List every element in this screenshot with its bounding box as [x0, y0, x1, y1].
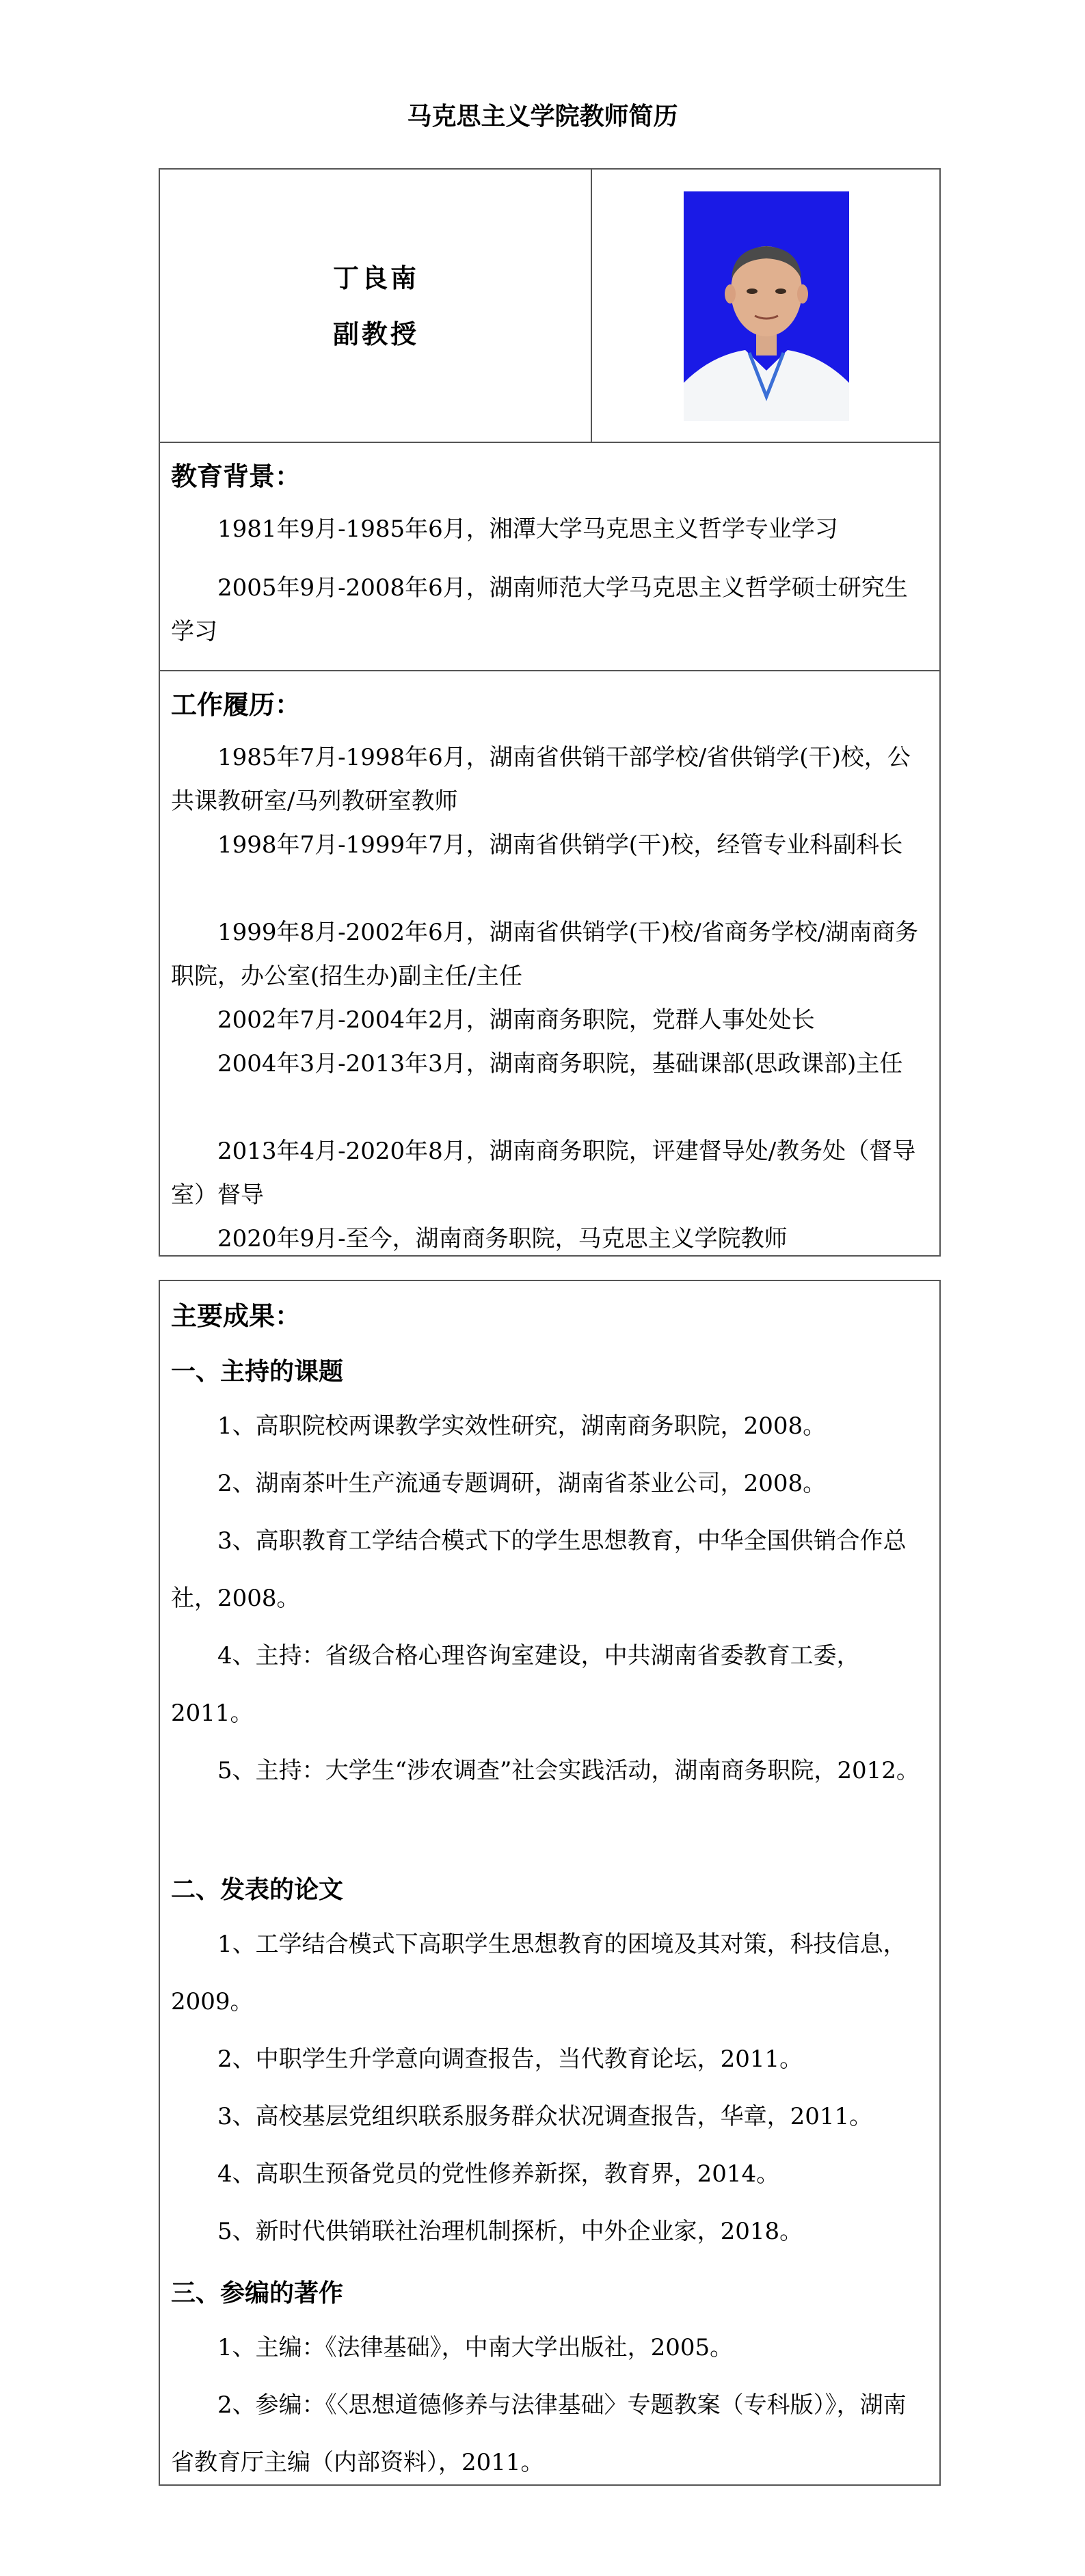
education-item: 1981年9月-1985年6月，湘潭大学马克思主义哲学专业学习: [217, 515, 838, 543]
work-heading: 工作履历：: [171, 690, 302, 720]
achievements-table: [159, 1280, 941, 2486]
paper-item: 2、中职学生升学意向调查报告，当代教育论坛，2011。: [217, 2045, 803, 2073]
project-item: 5、主持：大学生“涉农调查”社会实践活动，湖南商务职院，2012。: [217, 1757, 920, 1784]
teacher-name: 丁良南: [332, 263, 419, 293]
project-item: 4、主持：省级合格心理咨询室建设，中共湖南省委教育工委，2011。: [171, 1642, 860, 1727]
profile-table: [159, 168, 941, 1257]
project-item: 3、高职教育工学结合模式下的学生思想教育，中华全国供销合作总社，2008。: [171, 1527, 907, 1612]
work-item: 2020年9月-至今，湖南商务职院，马克思主义学院教师: [217, 1225, 788, 1252]
project-item: 2、湖南茶叶生产流通专题调研，湖南省茶业公司，2008。: [217, 1470, 827, 1497]
portrait-figure-icon: [684, 191, 849, 421]
book-item: 1、主编：《法律基础》，中南大学出版社，2005。: [217, 2334, 734, 2361]
work-item: 1999年8月-2002年6月，湖南省供销学(干)校/省商务学校/湖南商务职院，办公室(招生办)副主任/主任: [171, 919, 919, 990]
page-title: 马克思主义学院教师简历: [407, 103, 678, 131]
work-item: 1985年7月-1998年6月，湖南省供销干部学校/省供销学(干)校，公共课教研室/马列教研室教师: [171, 744, 911, 815]
teacher-rank: 副教授: [332, 319, 419, 349]
work-item: 2013年4月-2020年8月，湖南商务职院，评建督导处/教务处（督导室）督导: [171, 1138, 916, 1209]
work-item: 2002年7月-2004年2月，湖南商务职院，党群人事处处长: [217, 1006, 815, 1034]
name-cell: [160, 170, 592, 442]
book-item: 2、参编：《〈思想道德修养与法律基础〉专题教案（专科版）》，湖南省教育厅主编（内部资料），2011。: [171, 2391, 907, 2476]
education-heading: 教育背景：: [171, 461, 302, 492]
work-row: [160, 671, 939, 1255]
achievements-heading: 主要成果：: [171, 1301, 302, 1331]
education-item: 2005年9月-2008年6月，湖南师范大学马克思主义哲学硕士研究生学习: [171, 574, 908, 645]
paper-item: 5、新时代供销联社治理机制探析，中外企业家，2018。: [217, 2218, 803, 2245]
papers-heading: 二、发表的论文: [171, 1876, 344, 1904]
photo-cell: [592, 170, 941, 442]
paper-item: 3、高校基层党组织联系服务群众状况调查报告，华章，2011。: [217, 2103, 873, 2130]
paper-item: 1、工学结合模式下高职学生思想教育的困境及其对策，科技信息，2009。: [171, 1931, 907, 2015]
portrait-photo: [684, 191, 849, 421]
education-row: [160, 443, 939, 671]
work-item: 1998年7月-1999年7月，湖南省供销学(干)校，经管专业科副科长: [217, 831, 903, 859]
profile-row: [160, 170, 939, 443]
project-item: 1、高职院校两课教学实效性研究，湖南商务职院，2008。: [217, 1412, 827, 1440]
work-item: 2004年3月-2013年3月，湖南商务职院，基础课部(思政课部)主任: [217, 1050, 903, 1077]
books-heading: 三、参编的著作: [171, 2279, 344, 2307]
paper-item: 4、高职生预备党员的党性修养新探，教育界，2014。: [217, 2160, 780, 2188]
projects-heading: 一、主持的课题: [171, 1358, 344, 1386]
